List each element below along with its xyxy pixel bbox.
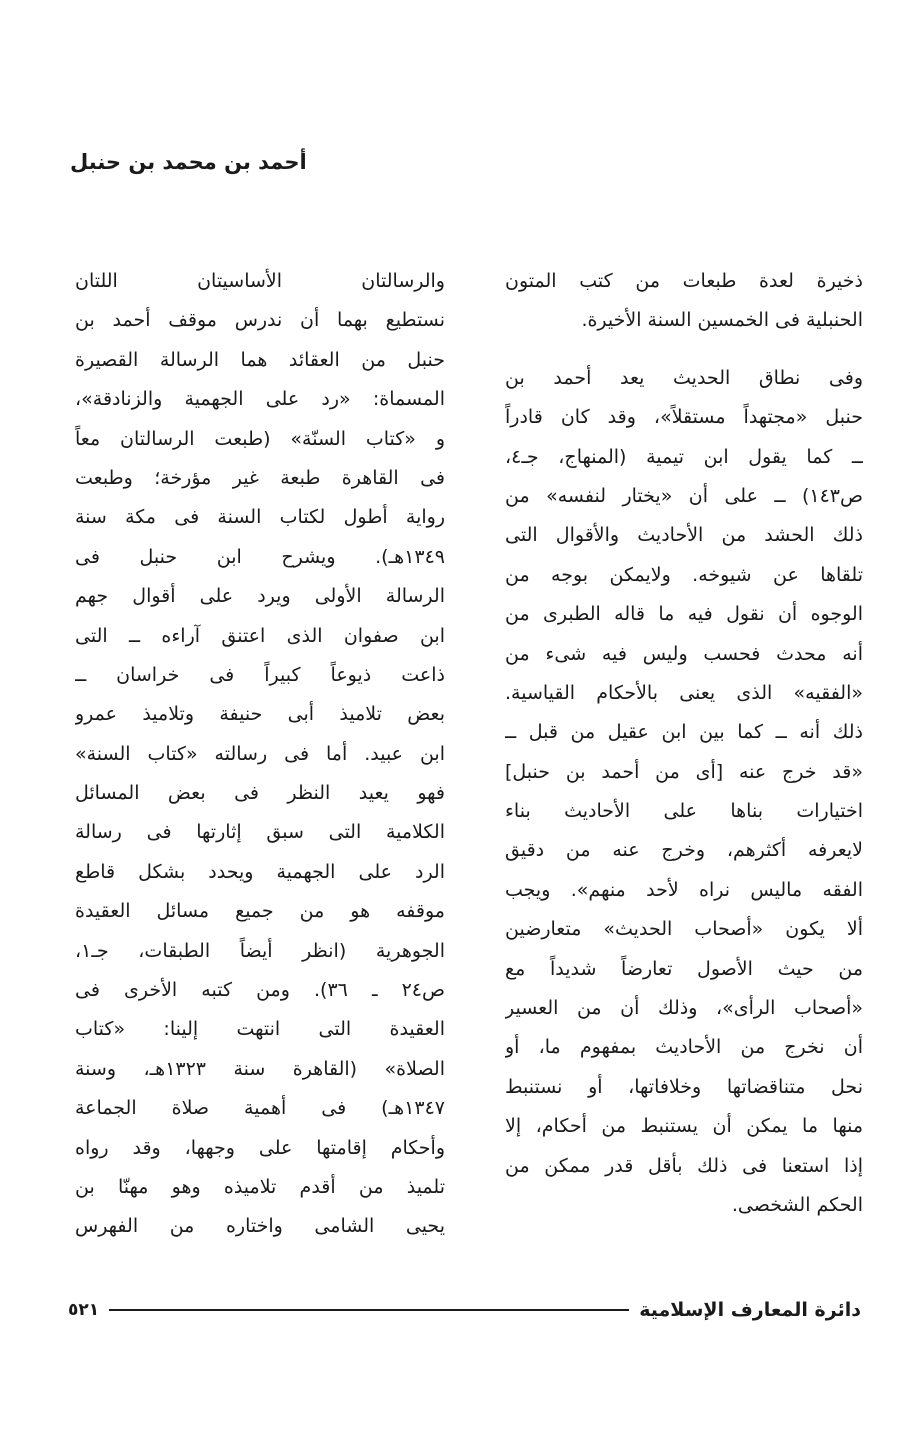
text-line: ذلك الحشد من الأحاديث والأقوال التى (505, 524, 863, 547)
text-line: «قد خرج عنه [أى من أحمد بن حنبل] (505, 760, 863, 783)
text-line: ص٢٤ ـ ٣٦). ومن كتبه الأخرى فى (75, 979, 445, 1002)
text-line: فهو يعيد النظر فى بعض المسائل (75, 782, 445, 805)
text-line: اختيارات بناها على الأحاديث بناء (505, 800, 863, 823)
left-text-column (75, 262, 445, 1247)
text-line: ذاعت ذيوعاً كبيراً فى خراسان ــ (75, 663, 445, 686)
text-line: ألا يكون «أصحاب الحديث» متعارضين (505, 918, 863, 941)
text-line: والرسالتان الأساسيتان اللتان (75, 270, 445, 292)
text-line: نستطيع بهما أن ندرس موقف أحمد بن (75, 309, 445, 332)
text-line: و «كتاب السنّة» (طبعت الرسالتان معاً (75, 427, 445, 450)
text-line: أن نخرج من الأحاديث بمفهوم ما، أو (505, 1036, 863, 1059)
text-line: الحنبلية فى الخمسين السنة الأخيرة. (581, 309, 863, 332)
text-line: تلقاها عن شيوخه. ولايمكن بوجه من (505, 563, 863, 586)
text-line: فى القاهرة طبعة غير مؤرخة؛ وطبعت (75, 466, 445, 489)
text-line: ١٣٤٩هـ). ويشرح ابن حنبل فى (75, 545, 445, 568)
text-line: ذلك أنه ــ كما بين ابن عقيل من قبل ــ (505, 721, 863, 744)
paragraph-gap (505, 341, 863, 359)
text-line: حنبل من العقائد هما الرسالة القصيرة (75, 348, 445, 371)
page-header-title: أحمد بن محمد بن حنبل (70, 150, 307, 174)
text-line: الفقه ماليس نراه لأحد منهم». ويجب (505, 878, 863, 901)
text-line: منها ما يمكن أن يستنبط من أحكام، إلا (505, 1115, 863, 1138)
text-line: موقفه هو من جميع مسائل العقيدة (75, 900, 445, 923)
text-line: بعض تلاميذ أبى حنيفة وتلاميذ عمرو (75, 703, 445, 726)
paragraph (75, 262, 445, 1247)
text-line: الصلاة» (القاهرة سنة ١٣٢٣هـ، وسنة (75, 1057, 445, 1080)
text-line: الجوهرية (انظر أيضاً الطبقات، جـ١، (75, 939, 445, 962)
text-line: من حيث الأصول تعارضاً شديداً مع (505, 957, 863, 980)
text-line: يحيى الشامى واختاره من الفهرس (75, 1215, 445, 1238)
text-line: نحل متناقضاتها وخلافاتها، أو نستنبط (505, 1075, 863, 1098)
text-line: ــ كما يقول ابن تيمية (المنهاج، جـ٤، (505, 445, 863, 468)
text-line: الرد على الجهمية ويحدد بشكل قاطع (75, 860, 445, 883)
text-line: الرسالة الأولى ويرد على أقوال جهم (75, 585, 445, 608)
text-line: ١٣٤٧هـ) فى أهمية صلاة الجماعة (75, 1097, 445, 1120)
text-line: إذا استعنا فى ذلك بأقل قدر ممكن من (505, 1154, 863, 1177)
page-footer (68, 1294, 861, 1326)
text-line: الكلامية التى سبق إثارتها فى رسالة (75, 821, 445, 844)
text-line: الحكم الشخصى. (731, 1193, 863, 1216)
text-line: تلميذ من أقدم تلاميذه وهو مهنّا بن (75, 1175, 445, 1198)
text-line: «أصحاب الرأى»، وذلك أن من العسير (505, 997, 863, 1020)
footer-publication-title: دائرة المعارف الإسلامية (639, 1299, 861, 1321)
paragraph (505, 262, 863, 341)
text-line: وأحكام إقامتها على وجهها، وقد رواه (75, 1136, 445, 1159)
footer-divider (109, 1309, 629, 1311)
paragraph (505, 359, 863, 1226)
text-line: الوجوه أن نقول فيه ما قاله الطبرى من (505, 603, 863, 626)
text-line: ص١٤٣) ــ على أن «يختار لنفسه» من (505, 484, 863, 507)
text-line: ابن عبيد. أما فى رسالته «كتاب السنة» (75, 742, 445, 765)
right-text-column (505, 262, 863, 1225)
text-line: لايعرفه أكثرهم، وخرج عنه من دقيق (505, 839, 863, 862)
text-line: «الفقيه» الذى يعنى بالأحكام القياسية. (505, 681, 863, 704)
page-number: ٥٢١ (68, 1300, 100, 1320)
text-line: أنه محدث فحسب وليس فيه شىء من (505, 642, 863, 665)
text-line: حنبل «مجتهداً مستقلاً»، وقد كان قادراً (505, 406, 863, 429)
text-line: ذخيرة لعدة طبعات من كتب المتون (505, 270, 863, 292)
text-line: ابن صفوان الذى اعتنق آراءه ــ التى (75, 624, 445, 647)
text-line: المسماة: «رد على الجهمية والزنادقة»، (75, 388, 445, 411)
text-line: العقيدة التى انتهت إلينا: «كتاب (75, 1018, 445, 1041)
text-line: رواية أطول لكتاب السنة فى مكة سنة (75, 506, 445, 529)
text-line: وفى نطاق الحديث يعد أحمد بن (505, 366, 863, 389)
